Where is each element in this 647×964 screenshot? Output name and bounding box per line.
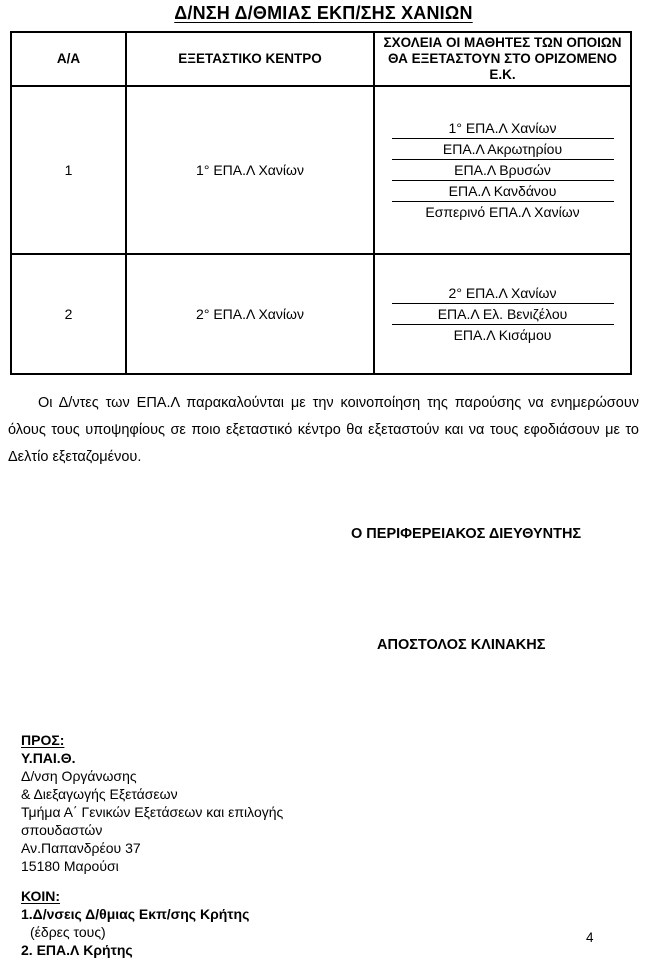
address-block: [21, 731, 283, 959]
cc-item: 1.Δ/νσεις Δ/θμιας Εκπ/σης Κρήτης: [21, 906, 250, 922]
header-aa: Α/Α: [11, 32, 126, 86]
table-header-row: [11, 32, 631, 86]
recipients-org: Υ.ΠΑΙ.Θ.: [21, 750, 76, 766]
school-item: 1° ΕΠΑ.Λ Χανίων: [392, 118, 614, 139]
school-item: ΕΠΑ.Λ Κανδάνου: [392, 181, 614, 202]
recipients-line: 15180 Μαρούσι: [21, 858, 119, 874]
school-item: ΕΠΑ.Λ Κισάμου: [453, 327, 552, 343]
signature-role: Ο ΠΕΡΙΦΕΡΕΙΑΚΟΣ ΔΙΕΥΘΥΝΤΗΣ: [351, 526, 582, 542]
cc-label: ΚΟΙΝ:: [21, 888, 61, 904]
exam-center-name: 1° ΕΠΑ.Λ Χανίων: [126, 86, 374, 254]
schools-cell: [374, 86, 631, 254]
header-exam-center: ΕΞΕΤΑΣΤΙΚΟ ΚΕΝΤΡΟ: [126, 32, 374, 86]
cc-item: 2. ΕΠΑ.Λ Κρήτης: [21, 942, 133, 958]
school-list: [392, 283, 614, 345]
page-number: 4: [586, 930, 594, 945]
row-index: 2: [11, 254, 126, 374]
school-item: ΕΠΑ.Λ Βρυσών: [392, 160, 614, 181]
recipients-label: ΠΡΟΣ:: [21, 732, 65, 748]
page-title: Δ/ΝΣΗ Δ/ΘΜΙΑΣ ΕΚΠ/ΣΗΣ ΧΑΝΙΩΝ: [174, 3, 473, 23]
school-item: ΕΠΑ.Λ Ακρωτηρίου: [392, 139, 614, 160]
school-item: ΕΠΑ.Λ Ελ. Βενιζέλου: [392, 304, 614, 325]
recipients-line: & Διεξαγωγής Εξετάσεων: [21, 786, 178, 802]
signature-name: ΑΠΟΣΤΟΛΟΣ ΚΛΙΝΑΚΗΣ: [377, 637, 546, 653]
exam-centers-table: [10, 31, 632, 375]
school-item: Εσπερινό ΕΠΑ.Λ Χανίων: [425, 204, 580, 220]
recipients-line: Τμήμα Α΄ Γενικών Εξετάσεων και επιλογής: [21, 804, 284, 820]
recipients-line: σπουδαστών: [21, 822, 103, 838]
table-row: [11, 254, 631, 374]
schools-cell: [374, 254, 631, 374]
recipients-line: Αν.Παπανδρέου 37: [21, 840, 141, 856]
body-paragraph: Οι Δ/ντες των ΕΠΑ.Λ παρακαλούνται με την κοινοποίηση της παρούσης να ενημερώσουν όλους τους υποψηφίους σε ποιο εξεταστικό κέντρο θα εξεταστούν και να τους εφοδιάσουν με το Δελτίο εξεταζομένου.: [8, 395, 639, 465]
recipients-line: Δ/νση Οργάνωσης: [21, 768, 137, 784]
school-item: 2° ΕΠΑ.Λ Χανίων: [392, 283, 614, 304]
spacer: [21, 875, 283, 887]
school-list: [392, 118, 614, 222]
header-schools: ΣΧΟΛΕΙΑ ΟΙ ΜΑΘΗΤΕΣ ΤΩΝ ΟΠΟΙΩΝ ΘΑ ΕΞΕΤΑΣΤΟΥΝ ΣΤΟ ΟΡΙΖΟΜΕΝΟ Ε.Κ.: [374, 32, 631, 86]
row-index: 1: [11, 86, 126, 254]
exam-center-name: 2° ΕΠΑ.Λ Χανίων: [126, 254, 374, 374]
cc-item-note: (έδρες τους): [30, 924, 106, 940]
table-row: [11, 86, 631, 254]
